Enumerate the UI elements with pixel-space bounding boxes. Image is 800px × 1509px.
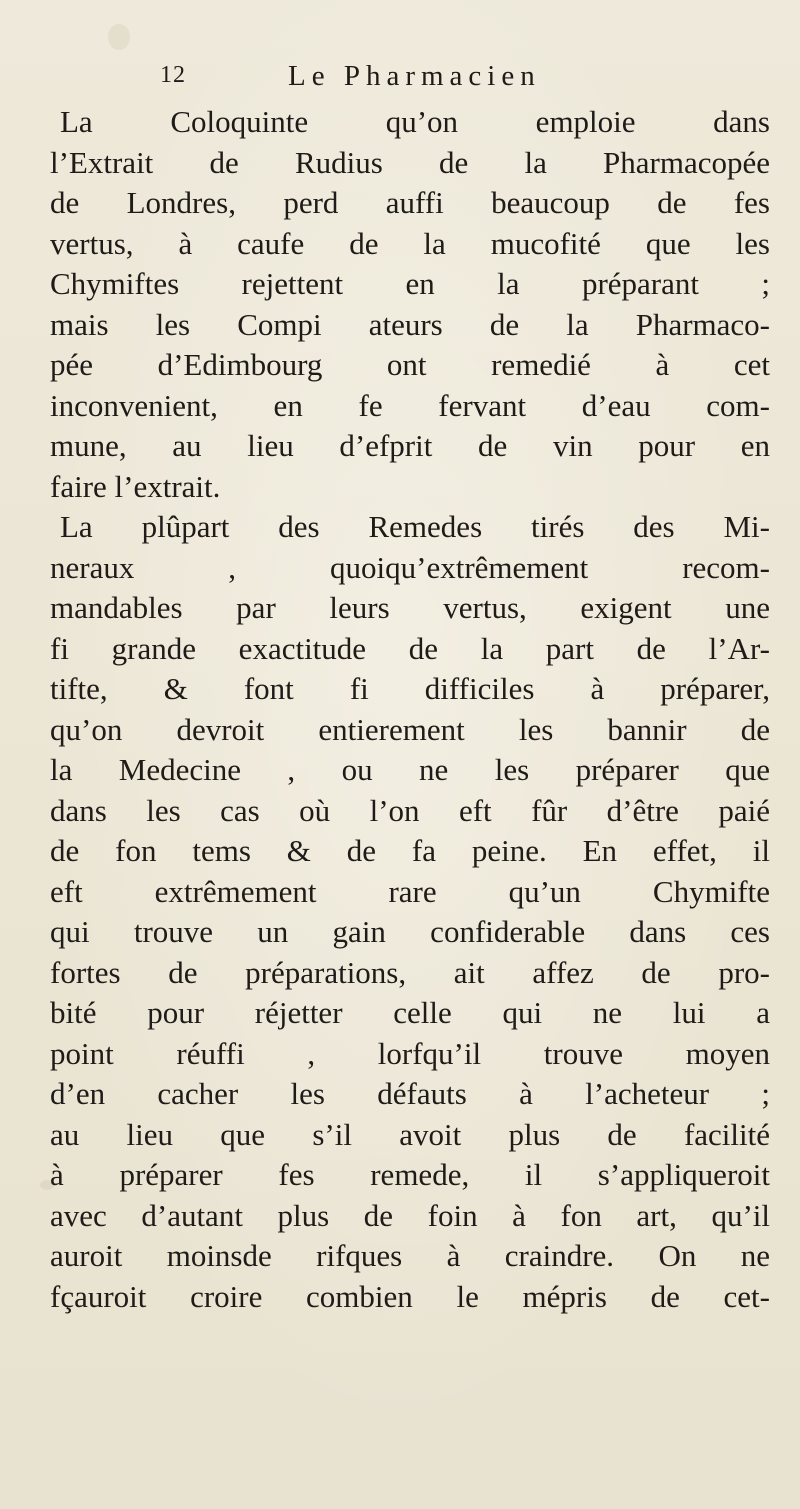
text-line: fçauroit croire combien le mépris de cet- [50,1278,770,1314]
text-line: inconvenient, en fe fervant d’eau com- [50,387,770,423]
text-line: au lieu que s’il avoit plus de facilité [50,1116,770,1152]
text-line: eft extrêmement rare qu’un Chymifte [50,873,770,909]
text-line: d’en cacher les défauts à l’acheteur ; [50,1076,770,1111]
text-line: La Coloquinte qu’on emploie dans [60,104,770,139]
text-line: la Medecine , ou ne les préparer que [50,752,770,787]
page-header [160,60,720,100]
paper-stain [108,24,130,50]
text-line: avec d’autant plus de foin à fon art, qu’il [50,1197,770,1233]
text-line: point réuffi , lorfqu’il trouve moyen [50,1035,770,1071]
body-text [50,102,770,1317]
text-line: de fon tems & de fa peine. En effet, il [50,833,770,868]
text-line: qui trouve un gain confiderable dans ces [50,914,770,949]
text-line: à préparer fes remede, il s’appliqueroit [50,1157,770,1192]
running-title: Le Pharmacien [288,60,541,92]
text-line: fi grande exactitude de la part de l’Ar- [50,630,770,666]
text-line: Chymiftes rejettent en la préparant ; [50,266,770,301]
text-line: bité pour réjetter celle qui ne lui a [50,995,770,1030]
page-number: 12 [160,62,186,88]
text-line: l’Extrait de Rudius de la Pharmacopée [50,144,770,180]
text-line: tifte, & font fi difficiles à préparer, [50,671,770,706]
text-line: faire l’extrait. [50,468,221,504]
text-line: mune, au lieu d’efprit de vin pour en [50,428,770,463]
text-line: de Londres, perd auffi beaucoup de fes [50,185,770,220]
text-line: La plûpart des Remedes tirés des Mi- [60,509,770,544]
text-line: dans les cas où l’on eft fûr d’être paié [50,792,770,828]
text-line: qu’on devroit entierement les bannir de [50,711,770,747]
text-line: pée d’Edimbourg ont remedié à cet [50,347,770,382]
text-line: mais les Compi ateurs de la Pharmaco- [50,306,770,342]
text-line: mandables par leurs vertus, exigent une [50,590,770,625]
text-line: neraux , quoiqu’extrêmement recom- [50,549,770,585]
text-line: vertus, à caufe de la mucofité que les [50,225,770,261]
text-line: auroit moinsde rifques à craindre. On ne [50,1238,770,1273]
text-line: fortes de préparations, ait affez de pro- [50,954,770,990]
